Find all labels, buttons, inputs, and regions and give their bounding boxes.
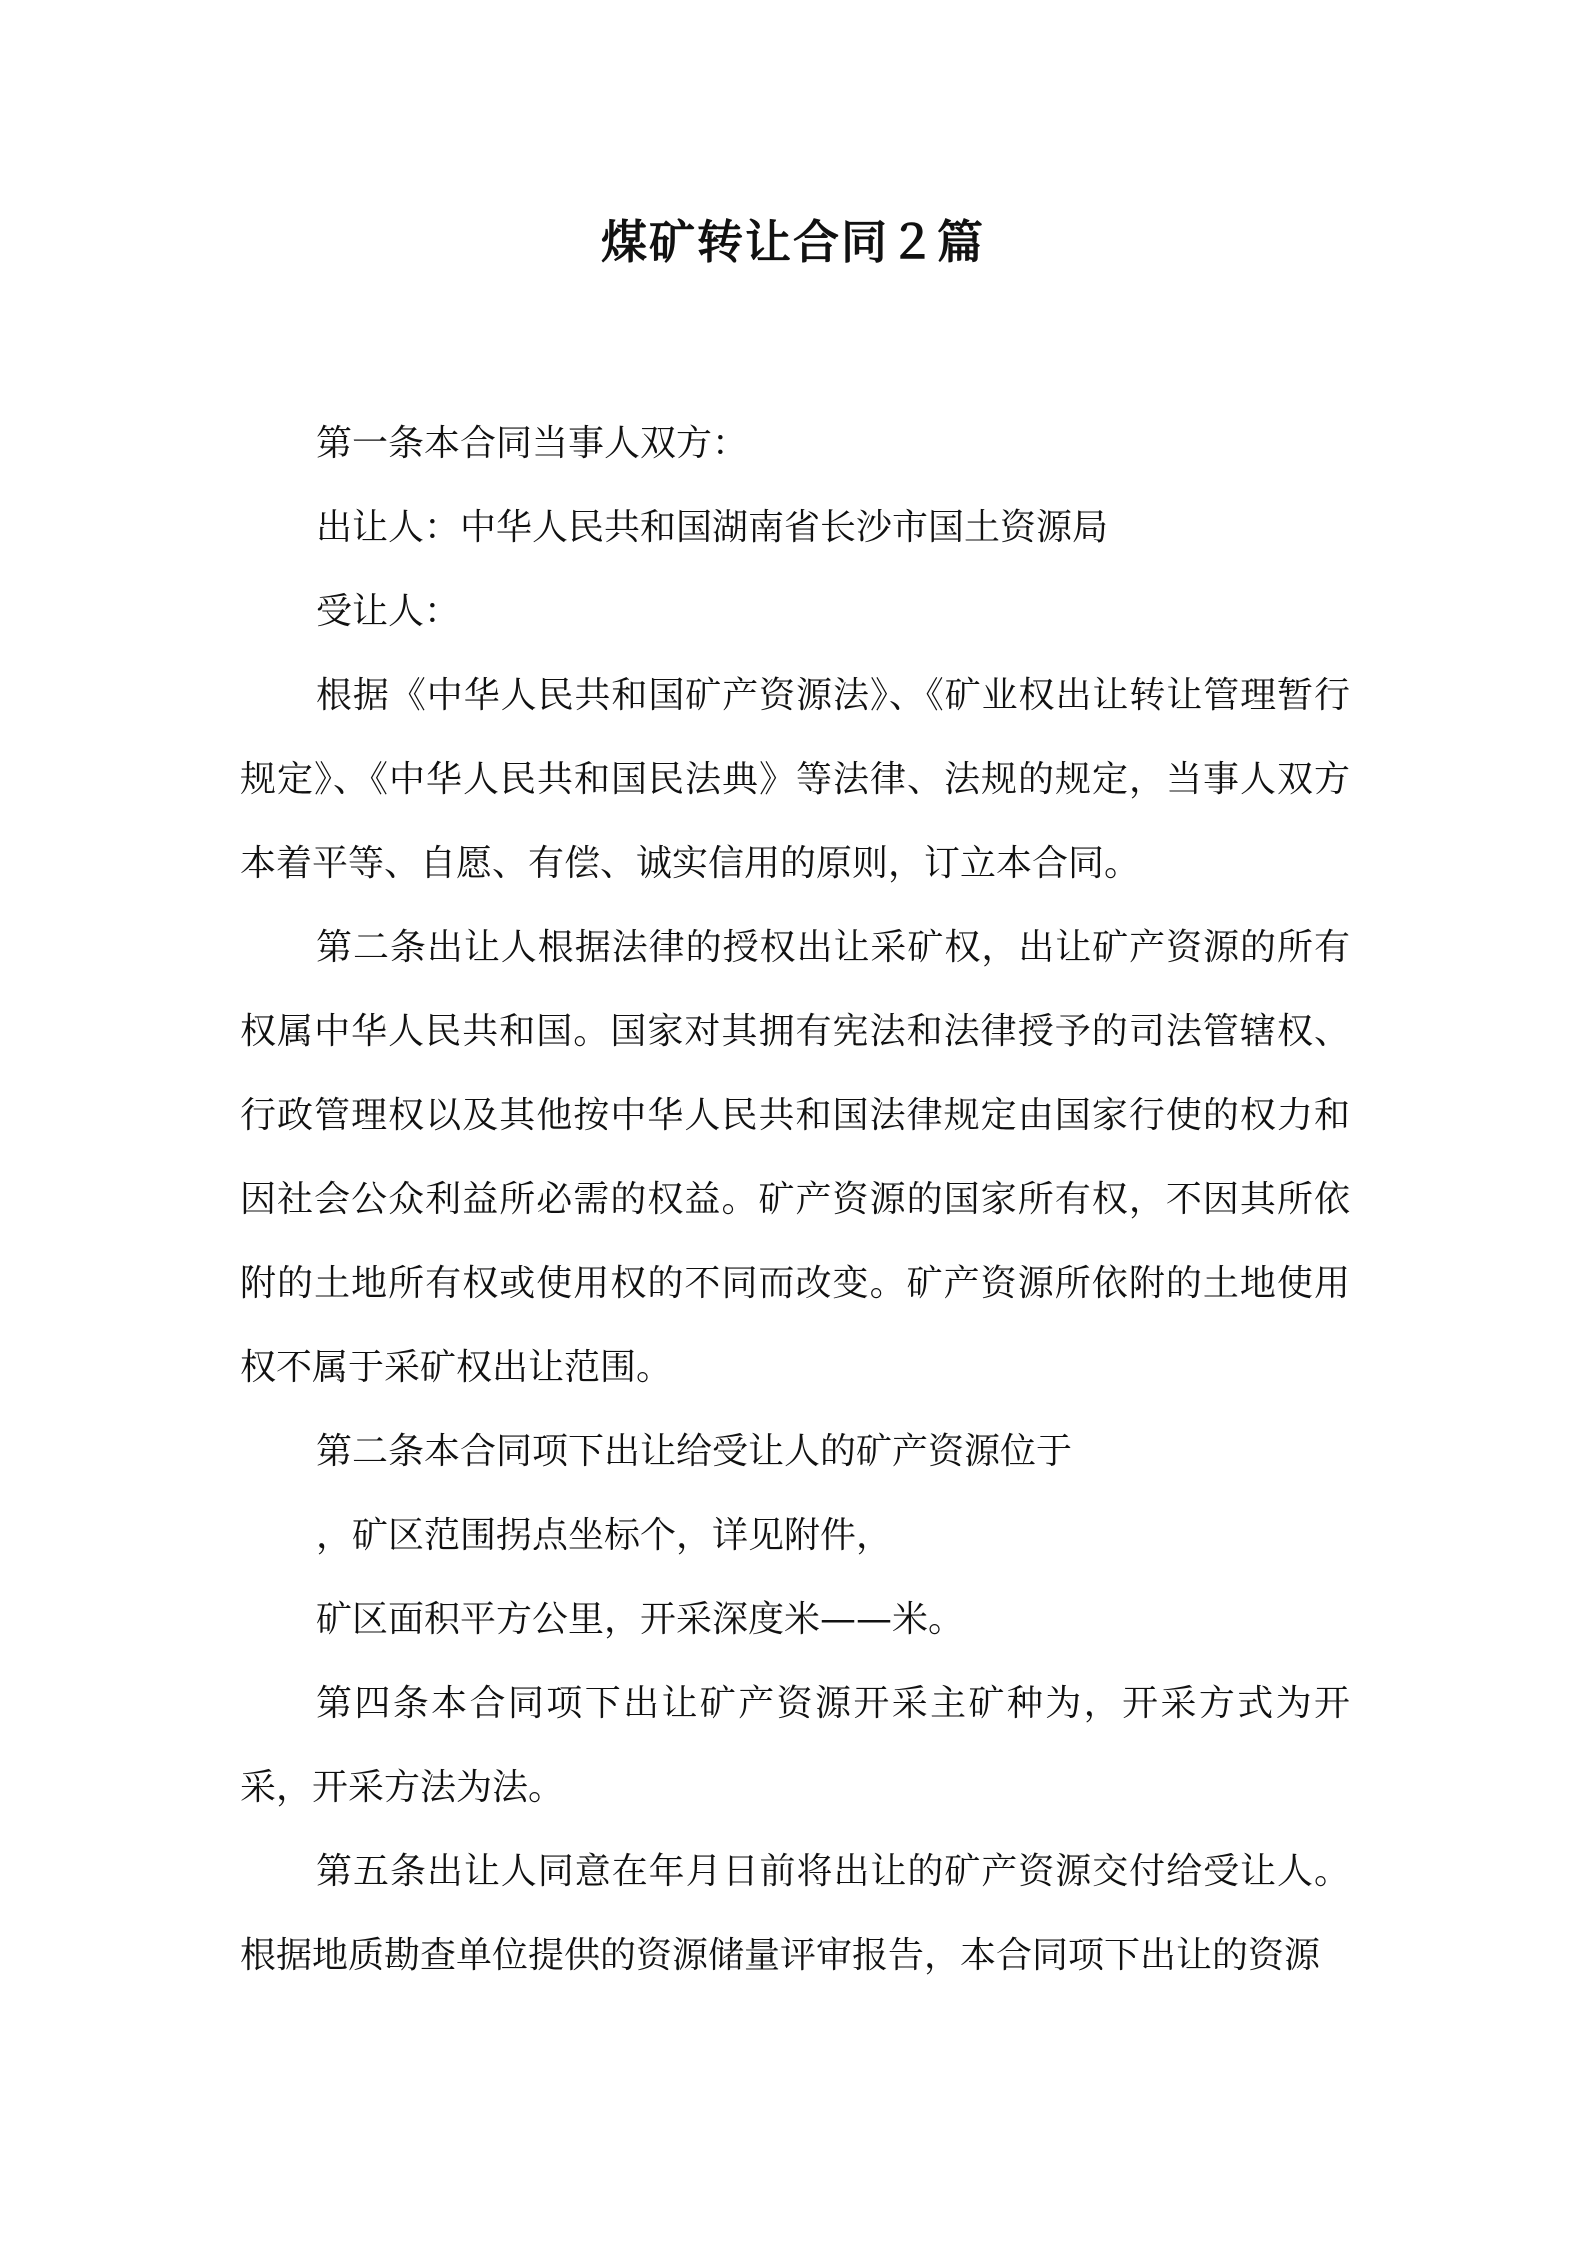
paragraph-article-3-location: 第二条本合同项下出让给受让人的矿产资源位于 — [316, 1431, 1073, 1472]
paragraph-article-3-area: 矿区面积平方公里，开采深度米——米。 — [316, 1599, 965, 1640]
paragraph-transferor: 出让人：中华人民共和国湖南省长沙市国土资源局 — [316, 507, 1109, 548]
paragraph-article-3-coordinates: ，矿区范围拐点坐标个，详见附件， — [316, 1515, 893, 1556]
paragraph-article-5: 第五条出让人同意在年月日前将出让的矿产资源交付给受让人。根据地质勘查单位提供的资源储量评审报告，本合同项下出让的资源 — [240, 1851, 1350, 1976]
document-title: 煤矿转让合同２篇 — [601, 215, 985, 269]
paragraph-article-4: 第四条本合同项下出让矿产资源开采主矿种为，开采方式为开采，开采方法为法。 — [240, 1683, 1350, 1808]
paragraph-article-2: 第二条出让人根据法律的授权出让采矿权，出让矿产资源的所有权属中华人民共和国。国家对其拥有宪法和法律授予的司法管辖权、行政管理权以及其他按中华人民共和国法律规定由国家行使的权力和因社会公众利益所必需的权益。矿产资源的国家所有权，不因其所依附的土地所有权或使用权的不同而改变。矿产资源所依附的土地使用权不属于采矿权出让范围。 — [240, 927, 1350, 1388]
paragraph-transferee: 受让人： — [316, 591, 461, 632]
paragraph-article-1: 第一条本合同当事人双方： — [316, 423, 749, 464]
paragraph-legal-basis: 根据《中华人民共和国矿产资源法》、《矿业权出让转让管理暂行规定》、《中华人民共和国民法典》等法律、法规的规定，当事人双方本着平等、自愿、有偿、诚实信用的原则，订立本合同。 — [240, 675, 1350, 884]
document-body — [240, 402, 1350, 1998]
